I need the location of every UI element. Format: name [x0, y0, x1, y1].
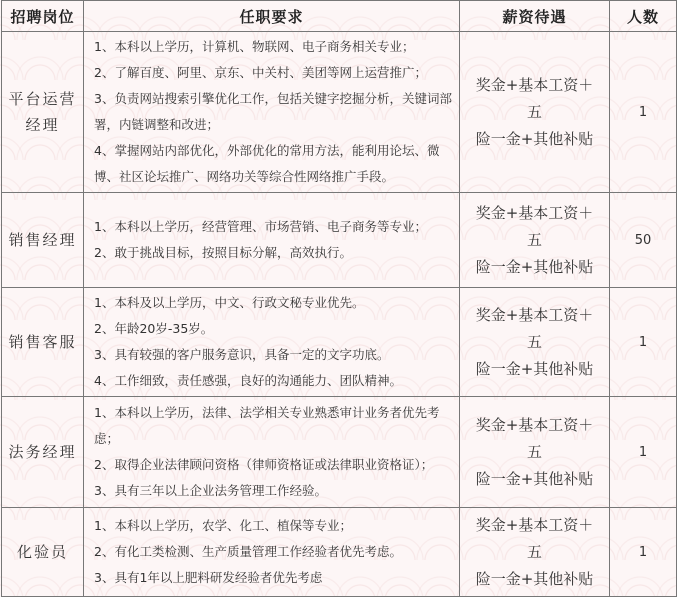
position-title: 经理: [25, 116, 60, 134]
requirement-item: 2、了解百度、阿里、京东、中关村、美团等网上运营推广；: [94, 65, 427, 80]
table-row: [2, 193, 677, 288]
position-title: 销售经理: [8, 231, 77, 249]
salary-line: 奖金+基本工资＋五: [475, 515, 594, 561]
requirement-item: 1、本科以上学历，计算机、物联网、电子商务相关专业；: [94, 39, 415, 54]
requirement-item: 2、年龄20岁-35岁。: [94, 321, 214, 336]
requirement-item: 4、工作细致，责任感强，良好的沟通能力、团队精神。: [94, 373, 402, 388]
position-title: 销售客服: [8, 333, 77, 351]
header-requirements: 任职要求: [84, 1, 460, 32]
salary-line: 奖金+基本工资＋五: [475, 415, 594, 461]
requirement-item: 2、敢于挑战目标，按照目标分解，高效执行。: [94, 245, 352, 260]
position-cell: [2, 397, 84, 508]
requirement-item: 1、本科及以上学历，中文、行政文秘专业优先。: [94, 295, 365, 310]
requirement-item: 3、具有三年以上企业法务管理工作经验。: [94, 483, 327, 498]
requirements-cell: [84, 32, 460, 193]
count-cell: 1: [610, 397, 677, 508]
salary-line: 奖金+基本工资＋五: [475, 305, 594, 351]
count-cell: 1: [610, 288, 677, 397]
header-count: 人数: [610, 1, 677, 32]
requirements-cell: [84, 288, 460, 397]
salary-line: 奖金+基本工资＋五: [475, 75, 594, 121]
salary-cell: [460, 32, 610, 193]
salary-line: 奖金+基本工资＋五: [475, 203, 594, 249]
salary-cell: [460, 397, 610, 508]
requirement-item: 1、本科以上学历，经营管理、市场营销、电子商务等专业；: [94, 219, 427, 234]
requirement-item: 2、有化工类检测、生产质量管理工作经验者优先考虑。: [94, 544, 402, 559]
salary-line: 险一金+其他补贴: [475, 359, 594, 378]
count-cell: 1: [610, 32, 677, 193]
requirement-item: 2、取得企业法律顾问资格（律师资格证或法律职业资格证）；: [94, 457, 434, 472]
count-cell: 50: [610, 193, 677, 288]
salary-line: 险一金+其他补贴: [475, 469, 594, 488]
count-cell: 1: [610, 508, 677, 597]
position-cell: [2, 288, 84, 397]
table-row: [2, 397, 677, 508]
salary-line: 险一金+其他补贴: [475, 569, 594, 588]
position-cell: [2, 32, 84, 193]
position-cell: [2, 508, 84, 597]
table-row: [2, 508, 677, 597]
position-cell: [2, 193, 84, 288]
recruitment-table: [1, 0, 677, 597]
requirements-cell: [84, 397, 460, 508]
requirement-item: 1、本科以上学历，农学、化工、植保等专业；: [94, 518, 352, 533]
requirement-item: 3、具有较强的客户服务意识，具备一定的文字功底。: [94, 347, 390, 362]
header-salary: 薪资待遇: [460, 1, 610, 32]
requirement-item: 3、具有1年以上肥料研发经验者优先考虑: [94, 570, 323, 585]
salary-cell: [460, 288, 610, 397]
salary-line: 险一金+其他补贴: [475, 257, 594, 276]
salary-cell: [460, 508, 610, 597]
requirement-item: 4、掌握网站内部优化，外部优化的常用方法，能利用论坛、微博、社区论坛推广、网络功关等综合性网络推广手段。: [94, 143, 440, 184]
requirement-item: 3、负责网站搜索引擎优化工作，包括关键字挖掘分析，关键词部署，内链调整和改进；: [94, 91, 452, 132]
requirements-cell: [84, 508, 460, 597]
requirement-item: 1、本科以上学历，法律、法学相关专业熟悉审计业务者优先考虑；: [94, 405, 440, 446]
salary-line: 险一金+其他补贴: [475, 129, 594, 148]
header-position: 招聘岗位: [2, 1, 84, 32]
table-row: [2, 288, 677, 397]
salary-cell: [460, 193, 610, 288]
position-title: 平台运营: [8, 90, 77, 108]
position-title: 法务经理: [8, 443, 77, 461]
table-row: [2, 32, 677, 193]
requirements-cell: [84, 193, 460, 288]
header-row: [2, 1, 677, 32]
position-title: 化验员: [16, 543, 68, 561]
